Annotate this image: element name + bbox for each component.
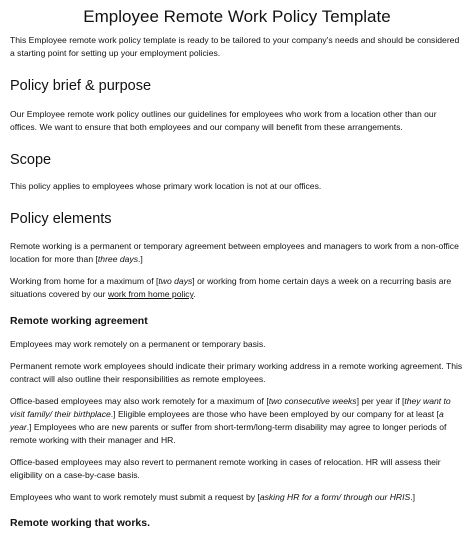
scope-paragraph: This policy applies to employees whose primary work location is not at our offices. xyxy=(10,181,322,191)
emphasis-placeholder: three days xyxy=(97,254,139,264)
agreement-paragraph-3 xyxy=(10,395,464,447)
policy-elements-paragraph-1 xyxy=(10,240,464,266)
agreement-paragraph-5 xyxy=(10,491,464,504)
emphasis-placeholder: asking HR for a form/ through our HRIS xyxy=(259,492,411,502)
agreement-paragraph-4: Office-based employees may also revert to permanent remote working in cases of relocation. HR will assess their eligibility on a case-by-case basis. xyxy=(10,457,441,480)
text-segment: .] Eligible employees are those who have been employed by our company for at least [ xyxy=(110,409,439,419)
intro-paragraph: This Employee remote work policy template is ready to be tailored to your company's needs and should be considered a starting point for setting up your employment policies. xyxy=(10,35,460,58)
text-segment: . xyxy=(193,289,196,299)
emphasis-placeholder: two days xyxy=(158,276,193,286)
text-segment: Working from home for a maximum of [ xyxy=(10,276,159,286)
text-segment: Office-based employees may also work remotely for a maximum of [ xyxy=(10,396,269,406)
policy-elements-paragraph-2 xyxy=(10,275,464,301)
heading-scope: Scope xyxy=(10,152,52,168)
text-segment: .] xyxy=(410,492,416,502)
text-segment: Employees who want to work remotely must submit a request by [ xyxy=(10,492,260,502)
text-segment: ] per year if [ xyxy=(356,396,405,406)
emphasis-placeholder: they want to visit family/ their birthplace xyxy=(10,396,451,419)
document-title: Employee Remote Work Policy Template xyxy=(83,7,391,26)
emphasis-placeholder: a year xyxy=(10,409,444,432)
text-segment: Remote working is a permanent or temporary agreement between employees and managers to work from a non-office location for more than [ xyxy=(10,241,459,264)
heading-policy-elements: Policy elements xyxy=(10,211,112,227)
text-segment: .] xyxy=(138,254,143,264)
text-segment: ] or working from home certain days a week on a recurring basis are situations covered by our xyxy=(10,276,452,299)
heading-policy-brief: Policy brief & purpose xyxy=(10,78,152,94)
heading-remote-working-agreement: Remote working agreement xyxy=(10,315,148,327)
agreement-paragraph-2: Permanent remote work employees should indicate their primary working address in a remote working agreement. This contract will also outline their responsibilities as remote employees. xyxy=(10,361,463,384)
heading-remote-working-that-works: Remote working that works. xyxy=(10,517,151,529)
text-segment: .] Employees who are new parents or suffer from short-term/long-term disability may agree to longer periods of remote working with their manager and HR. xyxy=(10,422,447,445)
emphasis-placeholder: two consecutive weeks xyxy=(268,396,357,406)
policy-brief-paragraph: Our Employee remote work policy outlines our guidelines for employees who work from a location other than our offices. We want to ensure that both employees and our company will benefit from these arrangements. xyxy=(10,109,437,132)
work-from-home-policy-link[interactable]: work from home policy xyxy=(107,289,194,299)
agreement-paragraph-1: Employees may work remotely on a permanent or temporary basis. xyxy=(10,339,266,349)
